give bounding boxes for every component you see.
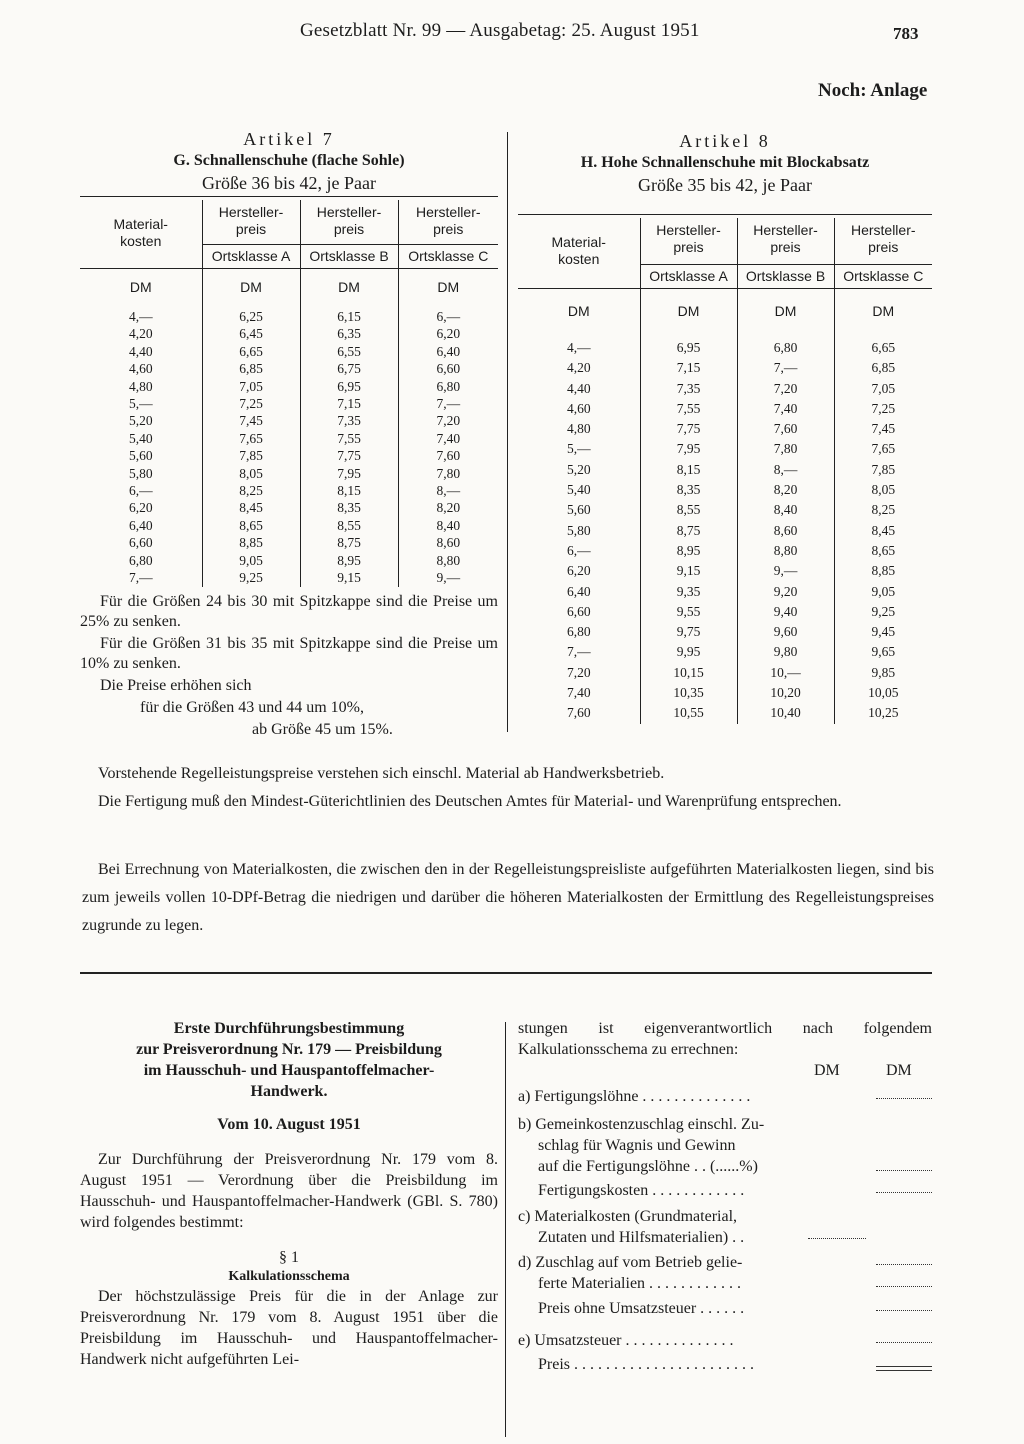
- material-cost-cell: 5,20: [566, 461, 591, 477]
- table-row: [80, 569, 498, 586]
- material-cost-cell: 6,60: [566, 603, 591, 619]
- price-cell: 9,20: [737, 582, 834, 602]
- price-cell: 7,15: [640, 358, 737, 378]
- price-cell: 8,20: [398, 499, 498, 516]
- table-row: [80, 308, 498, 325]
- price-cell: 7,75: [300, 447, 398, 464]
- price-cell: 7,85: [202, 447, 300, 464]
- material-cost-cell: 7,40: [566, 685, 591, 701]
- price-cell: 6,15: [300, 308, 398, 325]
- material-cost-cell: 4,—: [566, 340, 591, 355]
- page-header: Gesetzblatt Nr. 99 — Ausgabetag: 25. August 1951: [300, 20, 700, 41]
- price-cell: 6,40: [398, 343, 498, 360]
- table-row: [518, 338, 932, 358]
- price-cell: 7,35: [640, 379, 737, 399]
- calc-label-b3: auf die Fertigungslöhne . . (......%): [538, 1158, 758, 1175]
- unit-dm: DM: [398, 268, 498, 308]
- price-cell: 8,65: [834, 541, 932, 561]
- section-title: Kalkulationsschema: [228, 1269, 350, 1284]
- price-cell: 8,60: [398, 534, 498, 551]
- calc-total-line: [876, 1366, 932, 1371]
- price-cell: 8,25: [834, 500, 932, 520]
- price-cell: 8,15: [640, 460, 737, 480]
- material-cost-cell: 6,20: [566, 563, 591, 579]
- section-number: § 1: [279, 1249, 299, 1266]
- price-cell: 9,60: [737, 622, 834, 642]
- price-cell: 7,45: [834, 419, 932, 439]
- ortsklasse-c: Ortsklasse C: [834, 264, 932, 288]
- price-cell: 6,55: [300, 343, 398, 360]
- calc-fill-line: [876, 1264, 932, 1265]
- table-row: [518, 379, 932, 399]
- price-cell: 8,80: [398, 552, 498, 569]
- material-cost-cell: 4,—: [128, 309, 153, 324]
- price-cell: 10,15: [640, 663, 737, 683]
- table-row: [518, 500, 932, 520]
- page-number: 783: [893, 24, 919, 43]
- calc-intro: stungen ist eigenverantwortlich nach folgendem Kalkulationsschema zu errechnen:: [518, 1020, 932, 1058]
- price-cell: 10,55: [640, 703, 737, 723]
- table-row: [518, 358, 932, 378]
- table-row: [80, 343, 498, 360]
- decree-title-1: Erste Durchführungsbestimmung: [173, 1020, 405, 1037]
- appendix-label: Noch: Anlage: [818, 80, 928, 101]
- price-cell: 6,45: [202, 325, 300, 342]
- material-cost-cell: 6,—: [128, 483, 153, 499]
- decree-body: Der höchstzulässige Preis für die in der Anlage zur Preisverordnung Nr. 179 vom 8. August 1951 über die Preisbildung im Hausschuh- und Hauspantoffelmacher-Handwerk nicht aufgeführten Lei-: [80, 1288, 498, 1368]
- calc-fill-line: [808, 1238, 866, 1239]
- price-cell: 7,20: [398, 412, 498, 429]
- price-cell: 8,75: [300, 534, 398, 551]
- price-cell: 8,60: [737, 521, 834, 541]
- col-hersteller-a: Hersteller- preis: [202, 200, 300, 244]
- table-row: [518, 439, 932, 459]
- paragraph-material-costs: Bei Errechnung von Materialkosten, die zwischen den in der Regelleistungspreisliste aufgeführten Materialkosten liegen, sind bis zum jeweils vollen 10-DPf-Betrag die niedrigen und darüber die höheren Materialkosten der Ermittlung des Regelleistungspreises zugrunde zu legen.: [82, 861, 934, 934]
- table-row: [518, 683, 932, 703]
- table-row: [518, 602, 932, 622]
- table-row: [80, 447, 498, 464]
- price-cell: 8,95: [640, 541, 737, 561]
- material-cost-cell: 6,40: [566, 583, 591, 599]
- price-cell: 9,15: [300, 569, 398, 586]
- col-material: Material- kosten: [113, 216, 168, 249]
- material-cost-cell: 7,—: [128, 570, 153, 586]
- price-cell: 7,65: [834, 439, 932, 459]
- material-cost-cell: 5,80: [566, 522, 591, 538]
- material-cost-cell: 4,80: [566, 421, 591, 437]
- decree-title-2: zur Preisverordnung Nr. 179 — Preisbildung: [136, 1041, 442, 1058]
- material-cost-cell: 6,80: [566, 624, 591, 640]
- unit-dm: DM: [834, 288, 932, 338]
- price-cell: 7,85: [834, 460, 932, 480]
- section-divider: [80, 972, 932, 974]
- unit-dm: DM: [567, 302, 590, 319]
- table-row: [518, 582, 932, 602]
- column-divider: [505, 1022, 506, 1437]
- unit-dm: DM: [640, 288, 737, 338]
- material-cost-cell: 7,20: [566, 664, 591, 680]
- material-cost-cell: 6,20: [128, 500, 153, 516]
- material-cost-cell: 4,40: [566, 380, 591, 396]
- article8-price-table: [518, 218, 932, 724]
- price-cell: 6,80: [737, 338, 834, 358]
- price-cell: 6,95: [300, 378, 398, 395]
- price-cell: 8,—: [398, 482, 498, 499]
- calc-label-d2: ferte Materialien . . . . . . . . . . . .: [538, 1275, 742, 1292]
- material-cost-cell: 6,60: [128, 535, 153, 551]
- unit-dm: DM: [737, 288, 834, 338]
- table-row: [518, 541, 932, 561]
- material-cost-cell: 5,40: [128, 430, 153, 446]
- price-cell: 8,55: [300, 517, 398, 534]
- article7-price-table: [80, 200, 498, 587]
- price-cell: 7,35: [300, 412, 398, 429]
- note-increase-43-44: für die Größen 43 und 44 um 10%,: [140, 699, 364, 716]
- material-cost-cell: 4,20: [566, 360, 591, 376]
- material-cost-cell: 7,60: [566, 705, 591, 721]
- price-cell: 7,95: [300, 465, 398, 482]
- price-cell: 9,55: [640, 602, 737, 622]
- col-hersteller-b: Hersteller- preis: [300, 200, 398, 244]
- price-cell: 7,60: [737, 419, 834, 439]
- table-row: [80, 465, 498, 482]
- ortsklasse-a: Ortsklasse A: [640, 264, 737, 288]
- price-cell: 7,95: [640, 439, 737, 459]
- price-cell: 9,40: [737, 602, 834, 622]
- decree-intro: Zur Durchführung der Preisverordnung Nr. 179 vom 8. August 1951 — Verordnung über die Preisbildung im Hausschuh- und Hauspantoffelmacher-Handwerk (GBl. S. 780) wird folgendes bestimmt:: [80, 1151, 498, 1231]
- price-cell: 7,—: [398, 395, 498, 412]
- note-increase: Die Preise erhöhen sich: [100, 677, 252, 694]
- price-cell: 8,25: [202, 482, 300, 499]
- table-row: [518, 561, 932, 581]
- price-cell: 7,25: [834, 399, 932, 419]
- price-cell: 8,75: [640, 521, 737, 541]
- price-cell: 9,—: [737, 561, 834, 581]
- material-cost-cell: 5,—: [128, 396, 153, 412]
- table-row: [518, 642, 932, 662]
- article8-title: Artikel 8: [679, 131, 771, 151]
- decree-date: Vom 10. August 1951: [217, 1116, 361, 1133]
- note-increase-45: ab Größe 45 um 15%.: [252, 721, 393, 738]
- unit-dm: DM: [300, 268, 398, 308]
- unit-dm: DM: [202, 268, 300, 308]
- article7-notes: [80, 592, 498, 742]
- price-cell: 7,55: [640, 399, 737, 419]
- article7-subtitle: G. Schnallenschuhe (flache Sohle): [173, 152, 405, 169]
- price-cell: 10,—: [737, 663, 834, 683]
- calc-fill-line: [876, 1192, 932, 1193]
- price-cell: 7,65: [202, 430, 300, 447]
- price-cell: 10,05: [834, 683, 932, 703]
- calc-label-c1: c) Materialkosten (Grundmaterial,: [518, 1208, 738, 1225]
- calc-fill-line: [876, 1310, 932, 1311]
- decree-title-4: Handwerk.: [250, 1083, 328, 1100]
- table-row: [80, 378, 498, 395]
- price-cell: 8,05: [834, 480, 932, 500]
- article7-title: Artikel 7: [243, 129, 335, 149]
- unit-dm: DM: [129, 278, 152, 295]
- price-cell: 7,25: [202, 395, 300, 412]
- price-cell: 9,05: [834, 582, 932, 602]
- material-cost-cell: 5,60: [566, 502, 591, 518]
- price-cell: 8,15: [300, 482, 398, 499]
- calc-label-e1: e) Umsatzsteuer . . . . . . . . . . . . . .: [518, 1332, 734, 1349]
- material-cost-cell: 5,20: [128, 413, 153, 429]
- ortsklasse-b: Ortsklasse B: [737, 264, 834, 288]
- table-row: [80, 325, 498, 342]
- col-hersteller-b: Hersteller- preis: [737, 218, 834, 264]
- price-cell: 8,45: [834, 521, 932, 541]
- col-hersteller-a: Hersteller- preis: [640, 218, 737, 264]
- table-row: [80, 430, 498, 447]
- price-cell: 8,35: [300, 499, 398, 516]
- table-row: [80, 534, 498, 551]
- table-row: [518, 521, 932, 541]
- price-cell: 9,75: [640, 622, 737, 642]
- ortsklasse-a: Ortsklasse A: [202, 244, 300, 268]
- price-cell: 8,85: [834, 561, 932, 581]
- price-cell: 7,05: [202, 378, 300, 395]
- calc-label-b1: b) Gemeinkostenzuschlag einschl. Zu-: [518, 1116, 765, 1133]
- price-cell: 7,60: [398, 447, 498, 464]
- price-cell: 9,—: [398, 569, 498, 586]
- material-cost-cell: 6,—: [566, 542, 591, 558]
- decree-title-3: im Hausschuh- und Hauspantoffelmacher-: [143, 1062, 435, 1079]
- table-row: [80, 412, 498, 429]
- material-cost-cell: 4,60: [566, 400, 591, 416]
- price-cell: 9,45: [834, 622, 932, 642]
- price-cell: 6,35: [300, 325, 398, 342]
- material-cost-cell: 4,40: [128, 343, 153, 359]
- calc-label-a: a) Fertigungslöhne . . . . . . . . . . . . . .: [518, 1088, 751, 1105]
- price-cell: 7,20: [737, 379, 834, 399]
- table-row: [518, 399, 932, 419]
- note-size-31-35: Für die Größen 31 bis 35 mit Spitzkappe sind die Preise um 10% zu senken.: [80, 635, 498, 672]
- col-hersteller-c: Hersteller- preis: [398, 200, 498, 244]
- price-cell: 6,95: [640, 338, 737, 358]
- price-cell: 6,20: [398, 325, 498, 342]
- table-row: [80, 482, 498, 499]
- table-row: [80, 395, 498, 412]
- calc-fill-line: [876, 1170, 932, 1171]
- calc-fill-line: [876, 1098, 932, 1099]
- price-cell: 8,40: [398, 517, 498, 534]
- price-cell: 9,80: [737, 642, 834, 662]
- paragraph-price-scope: Vorstehende Regelleistungspreise verstehen sich einschl. Material ab Handwerksbetrieb.: [98, 765, 665, 782]
- price-cell: 7,80: [398, 465, 498, 482]
- article8-heading: [518, 130, 932, 196]
- price-cell: 9,15: [640, 561, 737, 581]
- price-cell: 8,35: [640, 480, 737, 500]
- material-cost-cell: 4,20: [128, 326, 153, 342]
- calc-fill-line: [876, 1286, 932, 1287]
- price-cell: 8,95: [300, 552, 398, 569]
- price-cell: 6,85: [834, 358, 932, 378]
- material-cost-cell: 5,40: [566, 482, 591, 498]
- article8-top-rule: [518, 214, 932, 215]
- price-cell: 7,—: [737, 358, 834, 378]
- calc-dm-header-1: DM: [814, 1062, 840, 1079]
- table-row: [80, 517, 498, 534]
- price-cell: 7,15: [300, 395, 398, 412]
- article8-subtitle: H. Hohe Schnallenschuhe mit Blockabsatz: [580, 154, 870, 171]
- article7-top-rule: [80, 196, 498, 197]
- material-cost-cell: 4,60: [128, 361, 153, 377]
- price-cell: 8,55: [640, 500, 737, 520]
- calc-label-b4: Fertigungskosten . . . . . . . . . . . .: [538, 1182, 745, 1199]
- col-hersteller-c: Hersteller- preis: [834, 218, 932, 264]
- calc-fill-line: [876, 1342, 932, 1343]
- price-cell: 6,65: [834, 338, 932, 358]
- calc-dm-header-2: DM: [886, 1062, 912, 1079]
- table-row: [518, 419, 932, 439]
- price-cell: 8,40: [737, 500, 834, 520]
- price-cell: 8,20: [737, 480, 834, 500]
- material-cost-cell: 5,60: [128, 448, 153, 464]
- price-cell: 6,60: [398, 360, 498, 377]
- table-row: [80, 360, 498, 377]
- price-cell: 8,45: [202, 499, 300, 516]
- price-cell: 10,35: [640, 683, 737, 703]
- price-cell: 9,65: [834, 642, 932, 662]
- calc-label-c2: Zutaten und Hilfsmaterialien) . .: [538, 1229, 745, 1246]
- calc-label-b2: schlag für Wagnis und Gewinn: [538, 1137, 736, 1154]
- calc-label-e2: Preis . . . . . . . . . . . . . . . . . . . . . . .: [538, 1356, 754, 1373]
- note-size-24-30: Für die Größen 24 bis 30 mit Spitzkappe sind die Preise um 25% zu senken.: [80, 593, 498, 630]
- material-cost-cell: 6,80: [128, 552, 153, 568]
- calculation-scheme: [518, 1018, 932, 1373]
- price-cell: 6,85: [202, 360, 300, 377]
- price-cell: 7,40: [737, 399, 834, 419]
- paragraph-quality: Die Fertigung muß den Mindest-Güterichtlinien des Deutschen Amtes für Material- und Warenprüfung entsprechen.: [98, 793, 842, 810]
- price-cell: 6,—: [398, 308, 498, 325]
- price-cell: 8,65: [202, 517, 300, 534]
- table-row: [518, 663, 932, 683]
- ortsklasse-b: Ortsklasse B: [300, 244, 398, 268]
- price-cell: 6,65: [202, 343, 300, 360]
- column-divider: [507, 132, 508, 732]
- ortsklasse-c: Ortsklasse C: [398, 244, 498, 268]
- material-cost-cell: 5,—: [566, 441, 591, 457]
- price-cell: 6,80: [398, 378, 498, 395]
- price-cell: 6,25: [202, 308, 300, 325]
- decree-column: [80, 1018, 498, 1370]
- material-cost-cell: 5,80: [128, 465, 153, 481]
- table-row: [80, 552, 498, 569]
- calc-label-d1: d) Zuschlag auf vom Betrieb gelie-: [518, 1254, 743, 1271]
- price-cell: 8,—: [737, 460, 834, 480]
- price-cell: 9,25: [202, 569, 300, 586]
- price-cell: 6,75: [300, 360, 398, 377]
- price-cell: 8,80: [737, 541, 834, 561]
- price-cell: 10,20: [737, 683, 834, 703]
- price-cell: 9,25: [834, 602, 932, 622]
- table-row: [518, 703, 932, 723]
- table-row: [518, 460, 932, 480]
- price-cell: 7,55: [300, 430, 398, 447]
- price-cell: 10,40: [737, 703, 834, 723]
- col-material: Material- kosten: [551, 234, 606, 267]
- material-cost-cell: 6,40: [128, 517, 153, 533]
- table-row: [518, 480, 932, 500]
- material-cost-cell: 7,—: [566, 644, 591, 660]
- price-cell: 8,85: [202, 534, 300, 551]
- calc-label-d3: Preis ohne Umsatzsteuer . . . . . .: [538, 1300, 745, 1317]
- price-cell: 9,05: [202, 552, 300, 569]
- price-cell: 7,75: [640, 419, 737, 439]
- price-cell: 9,95: [640, 642, 737, 662]
- article7-sizes: Größe 36 bis 42, je Paar: [202, 173, 376, 193]
- price-cell: 9,35: [640, 582, 737, 602]
- table-row: [80, 499, 498, 516]
- price-cell: 7,45: [202, 412, 300, 429]
- article8-sizes: Größe 35 bis 42, je Paar: [638, 175, 812, 195]
- price-cell: 7,80: [737, 439, 834, 459]
- price-cell: 7,05: [834, 379, 932, 399]
- table-row: [518, 622, 932, 642]
- article7-heading: [80, 128, 498, 194]
- price-cell: 7,40: [398, 430, 498, 447]
- price-cell: 9,85: [834, 663, 932, 683]
- price-cell: 10,25: [834, 703, 932, 723]
- material-cost-cell: 4,80: [128, 378, 153, 394]
- price-cell: 8,05: [202, 465, 300, 482]
